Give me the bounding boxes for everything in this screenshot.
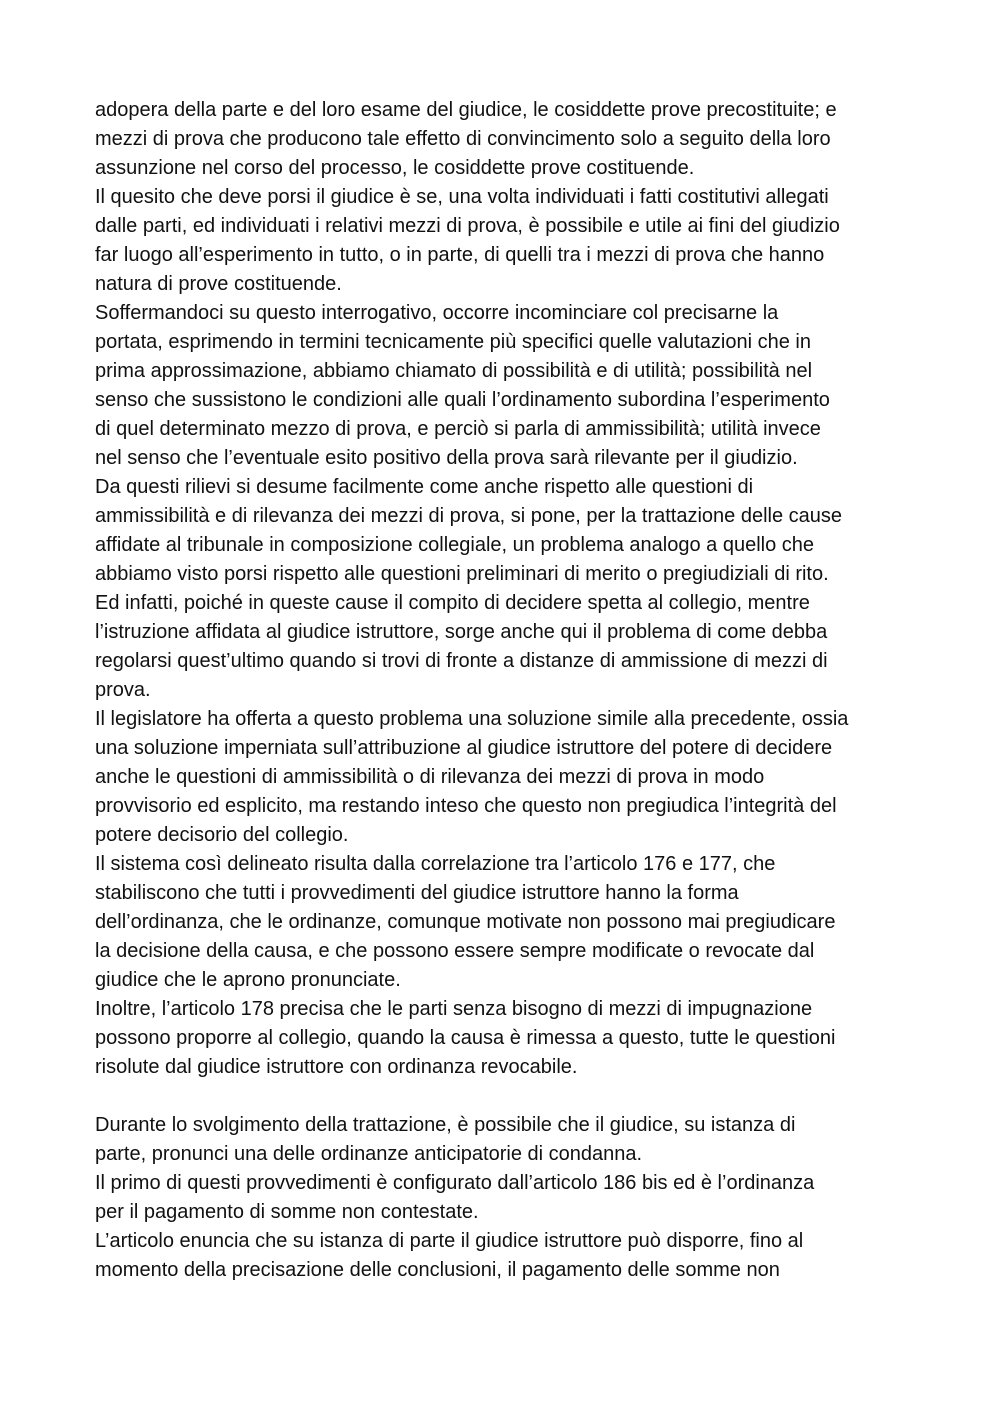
paragraph-gap: [95, 1082, 915, 1111]
text-line: abbiamo visto porsi rispetto alle questioni preliminari di merito o pregiudiziali di rito.: [95, 563, 829, 585]
text-line: Il primo di questi provvedimenti è configurato dall’articolo 186 bis ed è l’ordinanza: [95, 1172, 815, 1194]
text-line: Inoltre, l’articolo 178 precisa che le parti senza bisogno di mezzi di impugnazione: [95, 998, 813, 1020]
text-line: Ed infatti, poiché in queste cause il compito di decidere spetta al collegio, mentre: [95, 592, 810, 614]
text-line: regolarsi quest’ultimo quando si trovi di fronte a distanze di ammissione di mezzi di: [95, 650, 828, 672]
document-body: [95, 96, 915, 1285]
text-line: Durante lo svolgimento della trattazione, è possibile che il giudice, su istanza di: [95, 1114, 796, 1136]
text-line: adopera della parte e del loro esame del giudice, le cosiddette prove precostituite; e: [95, 99, 837, 121]
text-line: affidate al tribunale in composizione collegiale, un problema analogo a quello che: [95, 534, 815, 556]
text-line: parte, pronunci una delle ordinanze anticipatorie di condanna.: [95, 1143, 643, 1165]
document-page: [95, 96, 915, 1285]
text-line: L’articolo enuncia che su istanza di parte il giudice istruttore può disporre, fino al: [95, 1230, 804, 1252]
text-line: mezzi di prova che producono tale effetto di convincimento solo a seguito della loro: [95, 128, 831, 150]
text-line: Il legislatore ha offerta a questo problema una soluzione simile alla precedente, ossia: [95, 708, 849, 730]
text-line: per il pagamento di somme non contestate.: [95, 1201, 479, 1223]
text-line: senso che sussistono le condizioni alle quali l’ordinamento subordina l’esperimento: [95, 389, 830, 411]
text-line: Soffermandoci su questo interrogativo, occorre incominciare col precisarne la: [95, 302, 779, 324]
text-line: dell’ordinanza, che le ordinanze, comunque motivate non possono mai pregiudicare: [95, 911, 836, 933]
text-line: dalle parti, ed individuati i relativi mezzi di prova, è possibile e utile ai fini del giudizio: [95, 215, 840, 237]
text-line: l’istruzione affidata al giudice istruttore, sorge anche qui il problema di come debba: [95, 621, 828, 643]
text-line: stabiliscono che tutti i provvedimenti del giudice istruttore hanno la forma: [95, 882, 739, 904]
text-line: ammissibilità e di rilevanza dei mezzi di prova, si pone, per la trattazione delle cause: [95, 505, 843, 527]
text-line: portata, esprimendo in termini tecnicamente più specifici quelle valutazioni che in: [95, 331, 811, 353]
text-line: la decisione della causa, e che possono essere sempre modificate o revocate dal: [95, 940, 815, 962]
text-line: giudice che le aprono pronunciate.: [95, 969, 401, 991]
text-line: di quel determinato mezzo di prova, e perciò si parla di ammissibilità; utilità invece: [95, 418, 821, 440]
text-line: possono proporre al collegio, quando la causa è rimessa a questo, tutte le questioni: [95, 1027, 836, 1049]
text-line: anche le questioni di ammissibilità o di rilevanza dei mezzi di prova in modo: [95, 766, 765, 788]
text-line: assunzione nel corso del processo, le cosiddette prove costituende.: [95, 157, 695, 179]
text-line: una soluzione imperniata sull’attribuzione al giudice istruttore del potere di decidere: [95, 737, 833, 759]
text-line: potere decisorio del collegio.: [95, 824, 349, 846]
text-line: natura di prove costituende.: [95, 273, 342, 295]
text-line: prova.: [95, 679, 151, 701]
text-line: Da questi rilievi si desume facilmente come anche rispetto alle questioni di: [95, 476, 754, 498]
text-line: nel senso che l’eventuale esito positivo della prova sarà rilevante per il giudizio.: [95, 447, 798, 469]
text-line: provvisorio ed esplicito, ma restando inteso che questo non pregiudica l’integrità del: [95, 795, 837, 817]
text-line: Il sistema così delineato risulta dalla correlazione tra l’articolo 176 e 177, che: [95, 853, 776, 875]
text-line: risolute dal giudice istruttore con ordinanza revocabile.: [95, 1056, 578, 1078]
text-line: prima approssimazione, abbiamo chiamato di possibilità e di utilità; possibilità nel: [95, 360, 813, 382]
text-line: Il quesito che deve porsi il giudice è se, una volta individuati i fatti costitutivi allegati: [95, 186, 829, 208]
text-line: far luogo all’esperimento in tutto, o in parte, di quelli tra i mezzi di prova che hanno: [95, 244, 825, 266]
text-line: momento della precisazione delle conclusioni, il pagamento delle somme non: [95, 1259, 780, 1281]
